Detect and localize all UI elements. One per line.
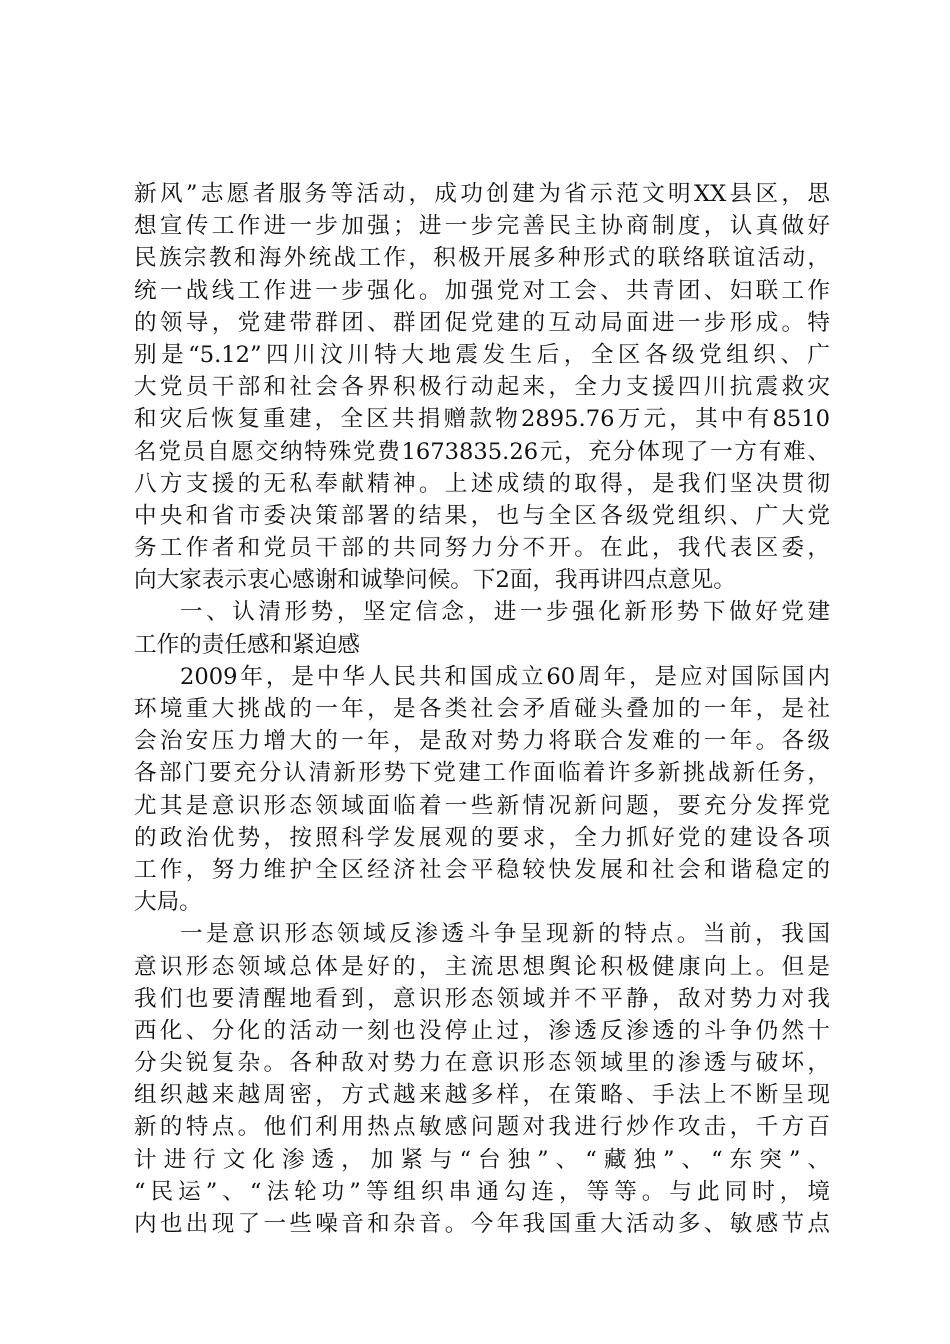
text-line: 新风”志愿者服务等活动，成功创建为省示范文明XX县区，思 bbox=[134, 181, 830, 207]
text-line: 分尖锐复杂。各种敌对势力在意识形态领域里的渗透与破坏， bbox=[134, 1050, 830, 1077]
paragraph-3 bbox=[134, 661, 830, 919]
text-line: 2009年，是中华人民共和国成立60周年，是应对国际国内 bbox=[180, 663, 830, 690]
text-line: 别是“5.12”四川汶川特大地震发生后，全区各级党组织、广 bbox=[134, 341, 830, 368]
text-line: 新的特点。他们利用热点敏感问题对我进行炒作攻击，千方百 bbox=[134, 1114, 830, 1141]
paragraph-4 bbox=[134, 918, 830, 1240]
text-line: 会治安压力增大的一年，是敌对势力将联合发难的一年。各级 bbox=[134, 728, 830, 755]
text-line: 尤其是意识形态领域面临着一些新情况新问题，要充分发挥党 bbox=[134, 792, 830, 819]
text-line: 大局。 bbox=[134, 889, 202, 916]
text-line: 计进行文化渗透，加紧与“台独”、“藏独”、“东突”、 bbox=[134, 1146, 830, 1173]
text-line: 统一战线工作进一步强化。加强党对工会、共青团、妇联工作 bbox=[134, 277, 830, 304]
text-line: “民运”、“法轮功”等组织串通勾连，等等。与此同时，境 bbox=[134, 1178, 830, 1205]
text-line: 组织越来越周密，方式越来越多样，在策略、手法上不断呈现 bbox=[134, 1082, 830, 1109]
text-line: 的政治优势，按照科学发展观的要求，全力抓好党的建设各项 bbox=[134, 824, 830, 851]
section-heading bbox=[134, 596, 830, 660]
text-line: 务工作者和党员干部的共同努力分不开。在此，我代表区委， bbox=[134, 535, 830, 562]
text-line: 内也出现了一些噪音和杂音。今年我国重大活动多、敏感节点 bbox=[134, 1211, 830, 1237]
text-line: 工作，努力维护全区经济社会平稳较快发展和社会和谐稳定的 bbox=[134, 856, 830, 883]
text-line: 民族宗教和海外统战工作，积极开展多种形式的联络联谊活动， bbox=[134, 245, 830, 272]
text-line: 环境重大挑战的一年，是各类社会矛盾碰头叠加的一年，是社 bbox=[134, 696, 830, 722]
text-line: 一是意识形态领域反渗透斗争呈现新的特点。当前，我国 bbox=[180, 921, 830, 948]
heading-line: 一、认清形势，坚定信念，进一步强化新形势下做好党建 bbox=[180, 599, 830, 626]
text-line: 向大家表示衷心感谢和诚挚问候。下2面，我再讲四点意见。 bbox=[134, 567, 736, 594]
paragraph-1 bbox=[134, 178, 830, 596]
text-line: 名党员自愿交纳特殊党费1673835.26元，充分体现了一方有难、 bbox=[134, 438, 830, 465]
heading-line: 工作的责任感和紧迫感 bbox=[134, 631, 360, 658]
text-line: 西化、分化的活动一刻也没停止过，渗透反渗透的斗争仍然十 bbox=[134, 1017, 830, 1044]
text-line: 的领导，党建带群团、群团促党建的互动局面进一步形成。特 bbox=[134, 309, 830, 336]
text-line: 大党员干部和社会各界积极行动起来，全力支援四川抗震救灾 bbox=[134, 374, 830, 401]
text-line: 意识形态领域总体是好的，主流思想舆论积极健康向上。但是 bbox=[134, 953, 830, 980]
text-line: 我们也要清醒地看到，意识形态领域并不平静，敌对势力对我 bbox=[134, 985, 830, 1012]
document-body bbox=[134, 178, 830, 1240]
text-line: 想宣传工作进一步加强；进一步完善民主协商制度，认真做好 bbox=[134, 213, 830, 240]
text-line: 各部门要充分认清新形势下党建工作面临着许多新挑战新任务， bbox=[134, 760, 830, 787]
text-line: 和灾后恢复重建，全区共捐赠款物2895.76万元，其中有8510 bbox=[134, 406, 830, 433]
text-line: 中央和省市委决策部署的结果，也与全区各级党组织、广大党 bbox=[134, 502, 830, 529]
text-line: 八方支援的无私奉献精神。上述成绩的取得，是我们坚决贯彻 bbox=[134, 470, 830, 497]
